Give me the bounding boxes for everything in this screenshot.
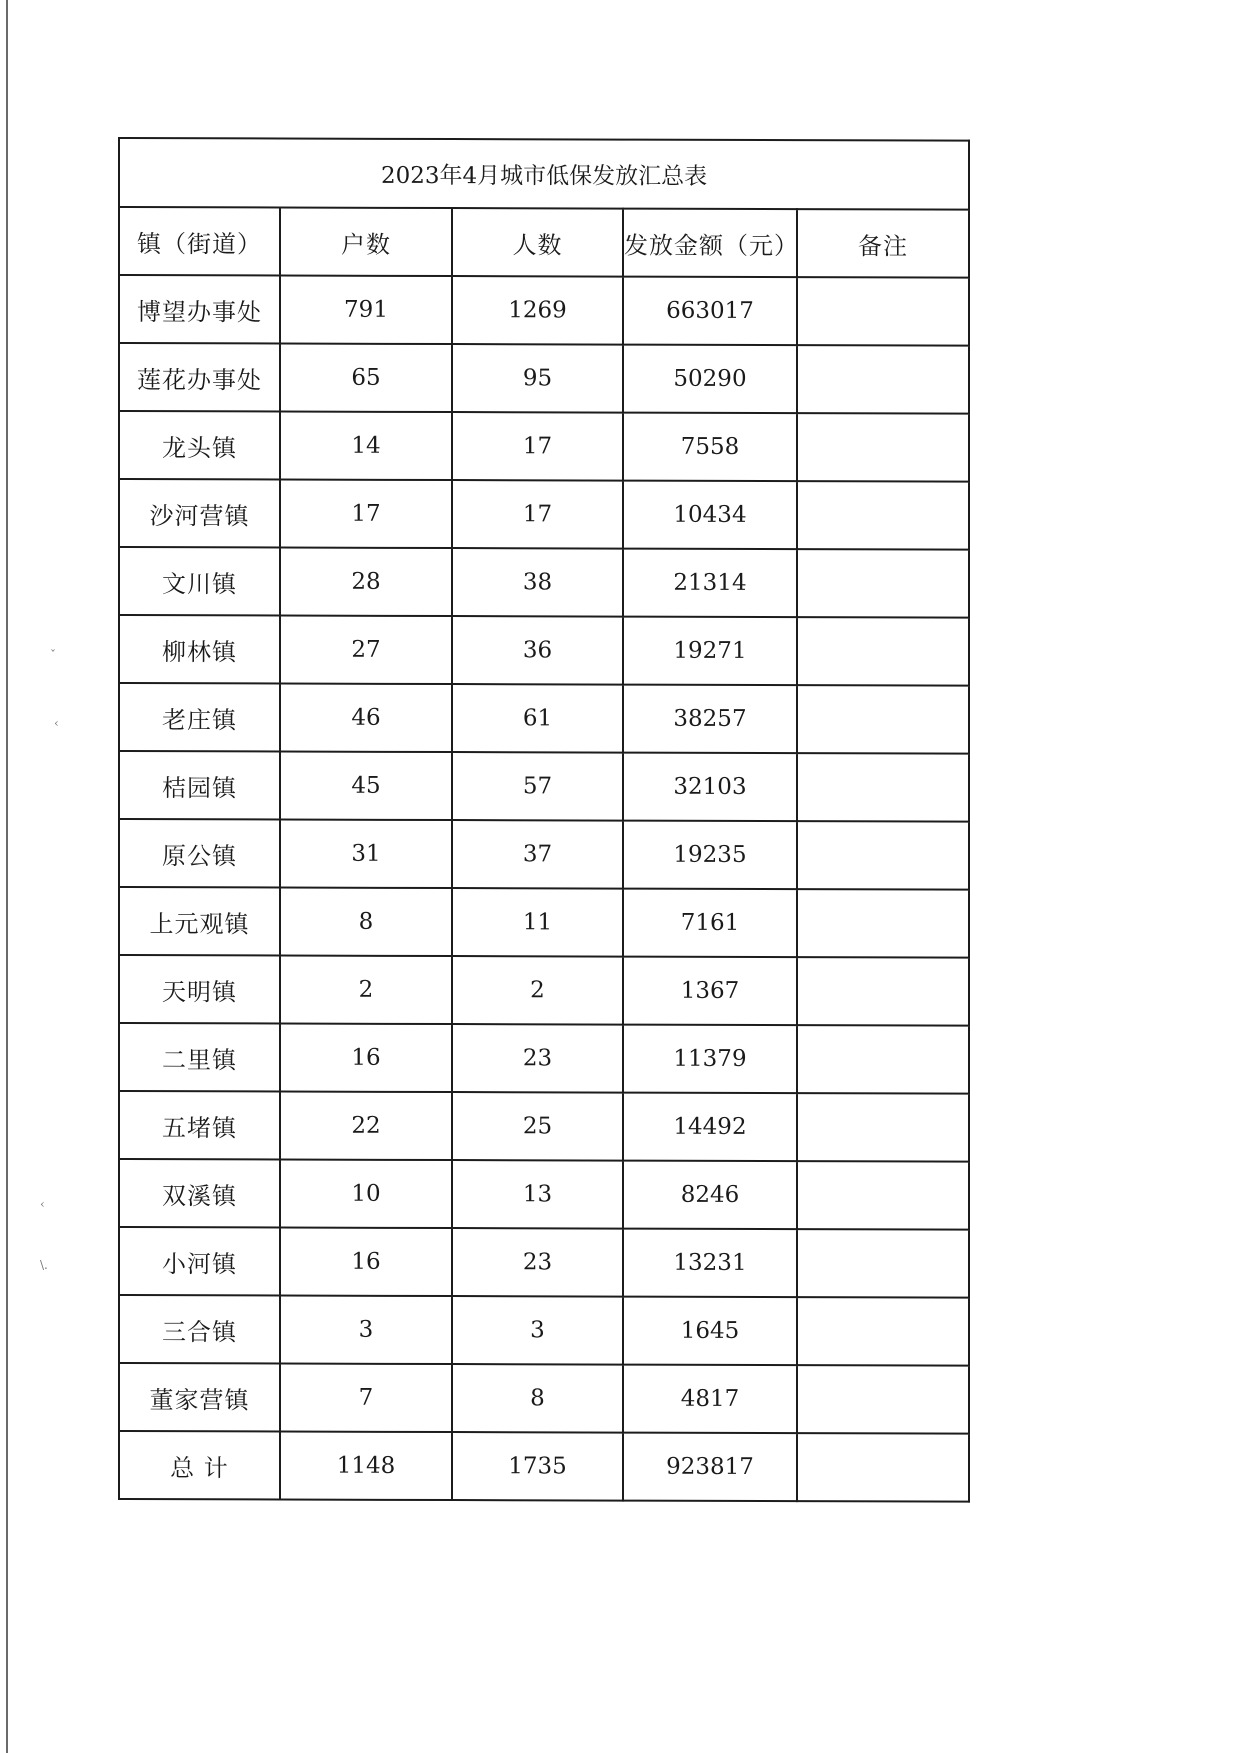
amount-cell: 50290 — [623, 345, 797, 414]
scan-speck: \. — [40, 1258, 48, 1272]
town-name-cell: 二里镇 — [119, 1023, 280, 1092]
note-cell — [797, 1297, 969, 1366]
scan-speck: ˇ — [50, 648, 56, 662]
households-cell: 7 — [280, 1364, 452, 1433]
town-name-cell: 三合镇 — [119, 1295, 280, 1364]
persons-cell: 3 — [452, 1296, 623, 1365]
households-cell: 16 — [280, 1024, 452, 1093]
note-cell — [797, 277, 969, 346]
total-row — [119, 1431, 969, 1502]
persons-cell: 13 — [452, 1160, 623, 1229]
persons-cell: 37 — [452, 820, 623, 889]
town-name-cell: 桔园镇 — [119, 751, 280, 820]
scan-speck: ‹ — [54, 716, 59, 730]
households-cell: 2 — [280, 956, 452, 1025]
town-name-cell: 文川镇 — [119, 547, 280, 616]
amount-cell: 21314 — [623, 549, 797, 618]
header-amount: 发放金额（元） — [623, 209, 797, 278]
town-name-cell: 博望办事处 — [119, 275, 280, 344]
amount-cell: 7161 — [623, 889, 797, 958]
table-row — [119, 411, 969, 482]
table-row — [119, 751, 969, 822]
table-row — [119, 615, 969, 686]
table-row — [119, 479, 969, 550]
amount-cell: 11379 — [623, 1025, 797, 1094]
table-body — [119, 275, 969, 1434]
town-name-cell: 天明镇 — [119, 955, 280, 1024]
persons-cell: 61 — [452, 684, 623, 753]
total-label: 总 计 — [119, 1431, 280, 1500]
note-cell — [797, 549, 969, 618]
header-row — [119, 207, 969, 278]
amount-cell: 19235 — [623, 821, 797, 890]
note-cell — [797, 753, 969, 822]
households-cell: 3 — [280, 1296, 452, 1365]
summary-table — [118, 137, 970, 1503]
table-row — [119, 1363, 969, 1434]
households-cell: 791 — [280, 276, 452, 345]
households-cell: 28 — [280, 548, 452, 617]
town-name-cell: 五堵镇 — [119, 1091, 280, 1160]
town-name-cell: 原公镇 — [119, 819, 280, 888]
header-town: 镇（街道） — [119, 207, 280, 276]
households-cell: 17 — [280, 480, 452, 549]
amount-cell: 38257 — [623, 685, 797, 754]
note-cell — [797, 889, 969, 958]
households-cell: 14 — [280, 412, 452, 481]
note-cell — [797, 413, 969, 482]
persons-cell: 95 — [452, 344, 623, 413]
persons-cell: 23 — [452, 1228, 623, 1297]
town-name-cell: 上元观镇 — [119, 887, 280, 956]
households-cell: 16 — [280, 1228, 452, 1297]
table-row — [119, 1023, 969, 1094]
table-row — [119, 683, 969, 754]
town-name-cell: 小河镇 — [119, 1227, 280, 1296]
households-cell: 27 — [280, 616, 452, 685]
table-row — [119, 1091, 969, 1162]
households-cell: 46 — [280, 684, 452, 753]
amount-cell: 19271 — [623, 617, 797, 686]
households-cell: 8 — [280, 888, 452, 957]
table-row — [119, 275, 969, 346]
town-name-cell: 老庄镇 — [119, 683, 280, 752]
note-cell — [797, 1025, 969, 1094]
total-note — [797, 1433, 969, 1502]
note-cell — [797, 1229, 969, 1298]
note-cell — [797, 617, 969, 686]
note-cell — [797, 957, 969, 1026]
households-cell: 31 — [280, 820, 452, 889]
header-persons: 人数 — [452, 208, 623, 277]
households-cell: 22 — [280, 1092, 452, 1161]
table-title: 2023年4月城市低保发放汇总表 — [119, 138, 969, 210]
scan-speck: ‹ — [40, 1197, 45, 1211]
amount-cell: 1645 — [623, 1297, 797, 1366]
persons-cell: 36 — [452, 616, 623, 685]
persons-cell: 8 — [452, 1364, 623, 1433]
note-cell — [797, 685, 969, 754]
town-name-cell: 董家营镇 — [119, 1363, 280, 1432]
town-name-cell: 柳林镇 — [119, 615, 280, 684]
amount-cell: 663017 — [623, 277, 797, 346]
table-row — [119, 1159, 969, 1230]
town-name-cell: 沙河营镇 — [119, 479, 280, 548]
note-cell — [797, 1365, 969, 1434]
amount-cell: 32103 — [623, 753, 797, 822]
table-row — [119, 1227, 969, 1298]
table-row — [119, 547, 969, 618]
title-row — [119, 138, 969, 210]
persons-cell: 17 — [452, 480, 623, 549]
persons-cell: 23 — [452, 1024, 623, 1093]
town-name-cell: 双溪镇 — [119, 1159, 280, 1228]
table-row — [119, 955, 969, 1026]
persons-cell: 11 — [452, 888, 623, 957]
table-row — [119, 887, 969, 958]
total-amount: 923817 — [623, 1433, 797, 1502]
households-cell: 65 — [280, 344, 452, 413]
header-households: 户数 — [280, 208, 452, 277]
table-row — [119, 343, 969, 414]
note-cell — [797, 345, 969, 414]
amount-cell: 13231 — [623, 1229, 797, 1298]
note-cell — [797, 481, 969, 550]
households-cell: 45 — [280, 752, 452, 821]
persons-cell: 38 — [452, 548, 623, 617]
note-cell — [797, 1093, 969, 1162]
scan-edge-line — [6, 0, 8, 1753]
total-persons: 1735 — [452, 1432, 623, 1501]
amount-cell: 7558 — [623, 413, 797, 482]
document-sheet — [118, 137, 968, 1503]
table-row — [119, 819, 969, 890]
amount-cell: 4817 — [623, 1365, 797, 1434]
table-row — [119, 1295, 969, 1366]
households-cell: 10 — [280, 1160, 452, 1229]
persons-cell: 1269 — [452, 276, 623, 345]
header-note: 备注 — [797, 209, 969, 278]
amount-cell: 10434 — [623, 481, 797, 550]
total-households: 1148 — [280, 1432, 452, 1501]
persons-cell: 25 — [452, 1092, 623, 1161]
amount-cell: 1367 — [623, 957, 797, 1026]
persons-cell: 17 — [452, 412, 623, 481]
town-name-cell: 莲花办事处 — [119, 343, 280, 412]
town-name-cell: 龙头镇 — [119, 411, 280, 480]
note-cell — [797, 821, 969, 890]
amount-cell: 8246 — [623, 1161, 797, 1230]
persons-cell: 57 — [452, 752, 623, 821]
amount-cell: 14492 — [623, 1093, 797, 1162]
persons-cell: 2 — [452, 956, 623, 1025]
note-cell — [797, 1161, 969, 1230]
